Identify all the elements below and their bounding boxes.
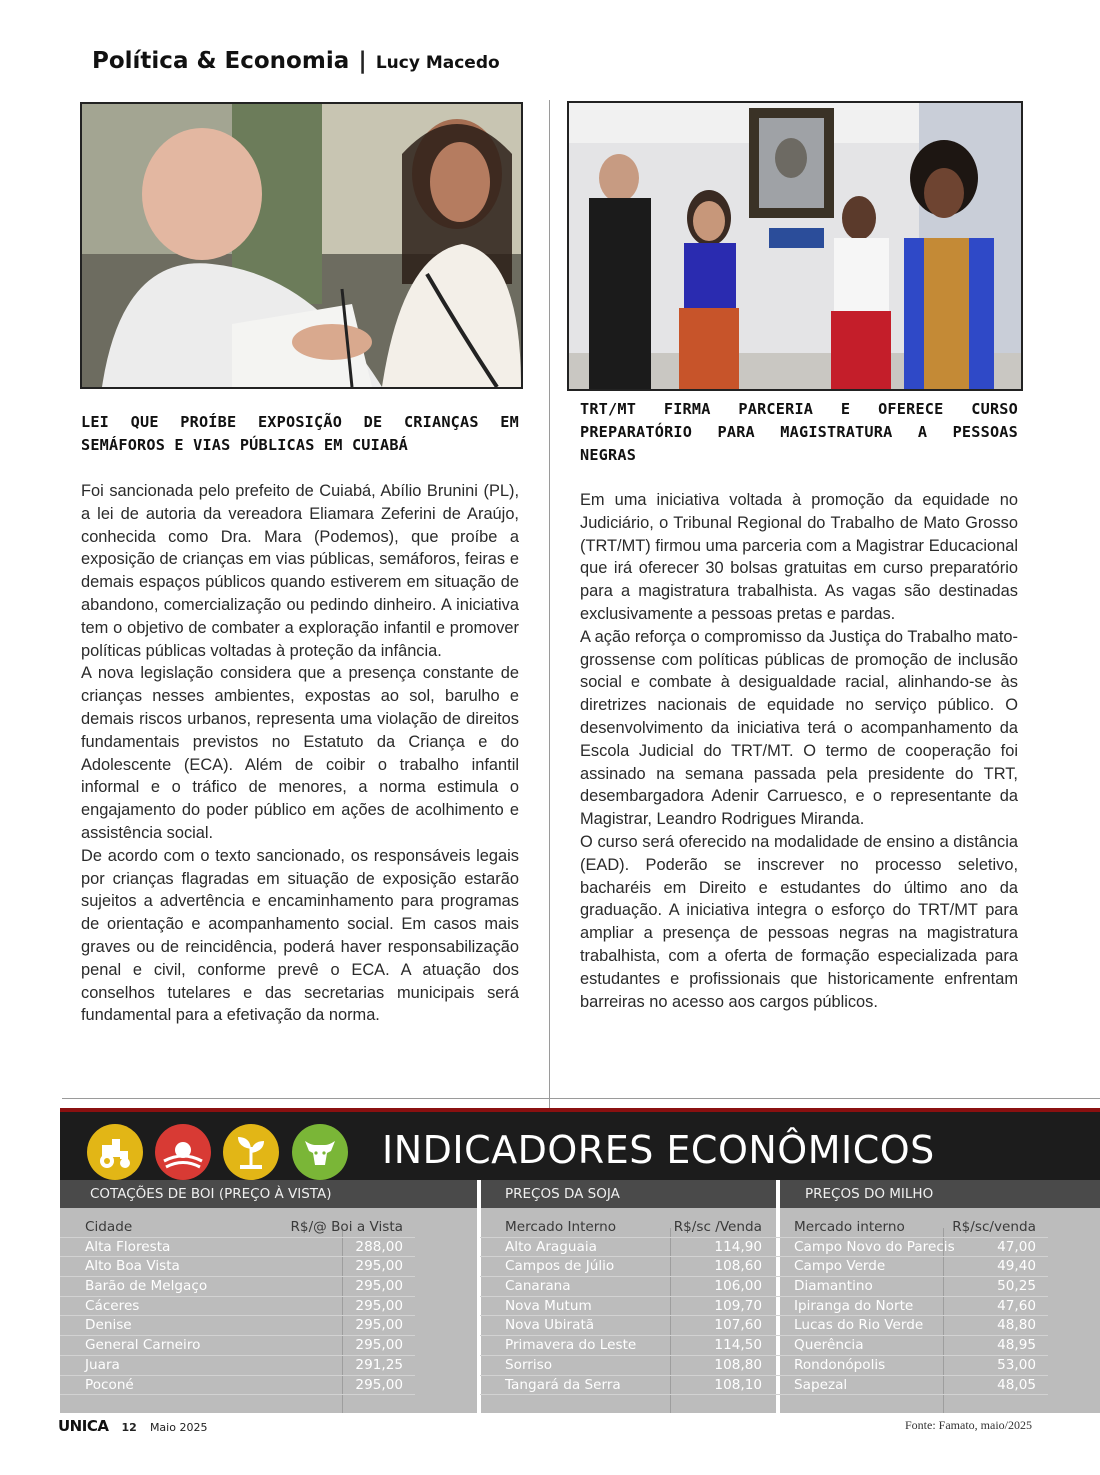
milho-row-value: 47,00	[997, 1238, 1036, 1255]
photo-law-signing	[80, 102, 523, 389]
milho-table-row	[794, 1257, 1036, 1277]
horizontal-divider	[62, 1098, 1100, 1099]
milho-row-value: 50,25	[997, 1278, 1036, 1295]
boi-row-value: 295,00	[355, 1258, 403, 1275]
soja-table-row	[505, 1277, 762, 1297]
section-header	[92, 48, 500, 74]
tractor-icon	[86, 1123, 144, 1181]
right-paragraph-3: O curso será oferecido na modalidade de ensino a distância (EAD). Poderão se inscrever no processo seletivo, bacharéis em Direito e estudantes do último ano da graduação. A iniciativa integra o esforço do TRT/MT para ampliar a presença de pessoas negras na magistratura trabalhista, com a oferta de formação especializada para estudantes e profissionais que historicamente enfrentam barreiras no acesso aos cargos públicos.	[580, 832, 1018, 1011]
milho-heading: PREÇOS DO MILHO	[805, 1186, 934, 1202]
soja-table-row	[505, 1316, 762, 1336]
boi-table	[85, 1218, 403, 1395]
boi-table-row	[85, 1376, 403, 1396]
right-paragraph-1: Em uma iniciativa voltada à promoção da equidade no Judiciário, o Tribunal Regional do Trabalho de Mato Grosso (TRT/MT) firmou uma parceria com a Magistrar Educacional que irá oferecer 30 bolsas gratuitas em curso preparatório para a magistratura trabalhista. As vagas são destinadas exclusivamente a pessoas pretas e pardas.	[580, 491, 1018, 623]
soja-row-name: Canarana	[505, 1278, 571, 1295]
left-paragraph-1: Foi sancionada pelo prefeito de Cuiabá, Abílio Brunini (PL), a lei de autoria da vereadora Eliamara Zeferini de Araújo, conhecida como Dra. Mara (Podemos), que proíbe a exposição de crianças em vias públicas, semáforos, feiras e demais espaços públicos quando estiverem em situação de abandono, comercialização ou pedindo dinheiro. A iniciativa tem o objetivo de combater a exploração infantil e promover políticas públicas voltadas à proteção da infância.	[81, 482, 519, 660]
soja-row-value: 109,70	[714, 1297, 762, 1314]
milho-col-market: Mercado interno	[794, 1219, 905, 1235]
boi-row-name: Alto Boa Vista	[85, 1258, 180, 1275]
boi-row-name: Poconé	[85, 1376, 134, 1393]
soja-row-value: 108,10	[714, 1376, 762, 1393]
milho-table-row	[794, 1277, 1036, 1297]
soja-row-value: 114,50	[714, 1337, 762, 1354]
boi-heading: COTAÇÕES DE BOI (PREÇO À VISTA)	[90, 1186, 332, 1202]
sunrise-field-icon	[154, 1123, 212, 1181]
milho-heading-bar	[780, 1180, 1100, 1208]
magazine-logo: UNICA	[58, 1417, 109, 1435]
boi-row-name: Denise	[85, 1317, 132, 1334]
photo-trt-group	[567, 101, 1023, 391]
soja-row-name: Primavera do Leste	[505, 1337, 637, 1354]
milho-row-value: 49,40	[997, 1258, 1036, 1275]
boi-row-value: 295,00	[355, 1278, 403, 1295]
milho-row-name: Ipiranga do Norte	[794, 1297, 914, 1314]
soja-row-name: Nova Mutum	[505, 1297, 592, 1314]
milho-col-price: R$/sc/venda	[952, 1219, 1036, 1235]
boi-row-value: 288,00	[355, 1238, 403, 1255]
milho-row-value: 53,00	[997, 1356, 1036, 1373]
soja-table-row	[505, 1238, 762, 1258]
right-headline: TRT/MT FIRMA PARCERIA E OFERECE CURSO PREPARATÓRIO PARA MAGISTRATURA A PESSOAS NEGRAS	[580, 400, 1018, 464]
boi-table-row	[85, 1257, 403, 1277]
indicators-title: INDICADORES ECONÔMICOS	[382, 1128, 935, 1172]
boi-col-city: Cidade	[85, 1219, 133, 1235]
boi-table-row	[85, 1238, 403, 1258]
boi-row-value: 295,00	[355, 1297, 403, 1314]
boi-table-row	[85, 1277, 403, 1297]
boi-row-name: Alta Floresta	[85, 1238, 171, 1255]
soja-row-name: Tangará da Serra	[505, 1376, 621, 1393]
soja-col-price: R$/sc /Venda	[673, 1219, 762, 1235]
boi-row-name: Barão de Melgaço	[85, 1278, 208, 1295]
soja-table-row	[505, 1376, 762, 1396]
milho-row-name: Rondonópolis	[794, 1356, 886, 1373]
milho-row-name: Lucas do Rio Verde	[794, 1317, 924, 1334]
milho-row-value: 48,80	[997, 1317, 1036, 1334]
left-paragraph-3: De acordo com o texto sancionado, os responsáveis legais por crianças flagradas em situação de exposição estarão sujeitos a advertência e encaminhamento para programas de orientação e acompanhamento social. Em casos mais graves ou de reincidência, poderá haver responsabilização penal e civil, conforme prevê o ECA. A atuação dos conselhos tutelares e das secretarias municipais será fundamental para a efetivação da norma.	[81, 846, 519, 1025]
right-article	[580, 489, 1018, 1013]
section-title: Política & Economia	[92, 48, 350, 74]
left-paragraph-2: A nova legislação considera que a presença constante de crianças nesses ambientes, expostas ao sol, barulho e demais riscos urbanos, representa uma violação de direitos fundamentais previstos no Estatuto da Criança e do Adolescente (ECA). Além de coibir o trabalho infantil informal e o tráfico de menores, a norma estimula o engajamento do poder público em ações de acolhimento e assistência social.	[81, 664, 519, 842]
milho-row-name: Diamantino	[794, 1278, 873, 1295]
milho-row-name: Querência	[794, 1337, 864, 1354]
boi-row-value: 295,00	[355, 1376, 403, 1393]
milho-row-name: Campo Novo do Parecis	[794, 1238, 955, 1255]
boi-table-row	[85, 1297, 403, 1317]
boi-row-name: Juara	[85, 1356, 120, 1373]
author-name: Lucy Macedo	[375, 53, 500, 73]
soja-row-value: 106,00	[714, 1278, 762, 1295]
soja-row-value: 114,90	[714, 1238, 762, 1255]
boi-col-price: R$/@ Boi a Vista	[290, 1219, 403, 1235]
milho-table-row	[794, 1376, 1036, 1396]
right-paragraph-2: A ação reforça o compromisso da Justiça do Trabalho mato-grossense com políticas públicas de promoção de inclusão social e combate à desigualdade racial, alinhando-se às diretrizes nacionais de equidade no serviço público. O desenvolvimento da iniciativa terá o acompanhamento da Escola Judicial do TRT/MT. O termo de cooperação foi assinado na semana passada pela presidente do TRT, desembargadora Adenir Carruesco, e o representante da Magistrar, Leandro Rodrigues Miranda.	[580, 627, 1018, 829]
milho-table	[794, 1218, 1036, 1395]
soja-heading-bar	[481, 1180, 776, 1208]
boi-table-row	[85, 1316, 403, 1336]
boi-row-value: 295,00	[355, 1337, 403, 1354]
boi-heading-bar	[60, 1180, 477, 1208]
soja-row-name: Sorriso	[505, 1356, 553, 1373]
milho-row-value: 48,05	[997, 1376, 1036, 1393]
left-headline: LEI QUE PROÍBE EXPOSIÇÃO DE CRIANÇAS EM SEMÁFOROS E VIAS PÚBLICAS EM CUIABÁ	[81, 413, 519, 454]
soja-table	[505, 1218, 762, 1395]
soja-row-name: Campos de Júlio	[505, 1258, 615, 1275]
page-number: 12	[121, 1421, 137, 1434]
soja-row-value: 108,60	[714, 1258, 762, 1275]
soja-heading: PREÇOS DA SOJA	[505, 1186, 620, 1202]
soja-row-name: Nova Ubiratã	[505, 1317, 595, 1334]
indicators-title-bar	[60, 1112, 1100, 1184]
milho-table-row	[794, 1316, 1036, 1336]
left-article	[81, 480, 519, 1027]
column-divider	[549, 100, 550, 1132]
soja-row-name: Alto Araguaia	[505, 1238, 597, 1255]
page-footer	[58, 1416, 207, 1435]
milho-table-row	[794, 1356, 1036, 1376]
issue-date: Maio 2025	[149, 1421, 208, 1434]
soja-table-header	[505, 1218, 762, 1238]
sprout-icon	[222, 1123, 280, 1181]
data-source: Fonte: Famato, maio/2025	[905, 1418, 1032, 1432]
soja-table-row	[505, 1297, 762, 1317]
soja-row-value: 108,80	[714, 1356, 762, 1373]
boi-table-row	[85, 1356, 403, 1376]
soja-table-row	[505, 1356, 762, 1376]
boi-table-header	[85, 1218, 403, 1238]
boi-row-value: 295,00	[355, 1317, 403, 1334]
milho-table-row	[794, 1336, 1036, 1356]
milho-table-row	[794, 1297, 1036, 1317]
soja-row-value: 107,60	[714, 1317, 762, 1334]
soja-table-row	[505, 1257, 762, 1277]
economic-indicators	[60, 1108, 1100, 1413]
soja-table-row	[505, 1336, 762, 1356]
milho-row-name: Campo Verde	[794, 1258, 886, 1275]
milho-row-name: Sapezal	[794, 1376, 848, 1393]
cattle-icon	[291, 1123, 349, 1181]
boi-row-name: General Carneiro	[85, 1337, 201, 1354]
milho-row-value: 48,95	[997, 1337, 1036, 1354]
soja-col-market: Mercado Interno	[505, 1219, 617, 1235]
boi-row-name: Cáceres	[85, 1297, 140, 1314]
milho-table-header	[794, 1218, 1036, 1238]
milho-row-value: 47,60	[997, 1297, 1036, 1314]
boi-row-value: 291,25	[355, 1356, 403, 1373]
milho-table-row	[794, 1238, 1036, 1258]
header-separator: |	[358, 48, 367, 74]
boi-table-row	[85, 1336, 403, 1356]
